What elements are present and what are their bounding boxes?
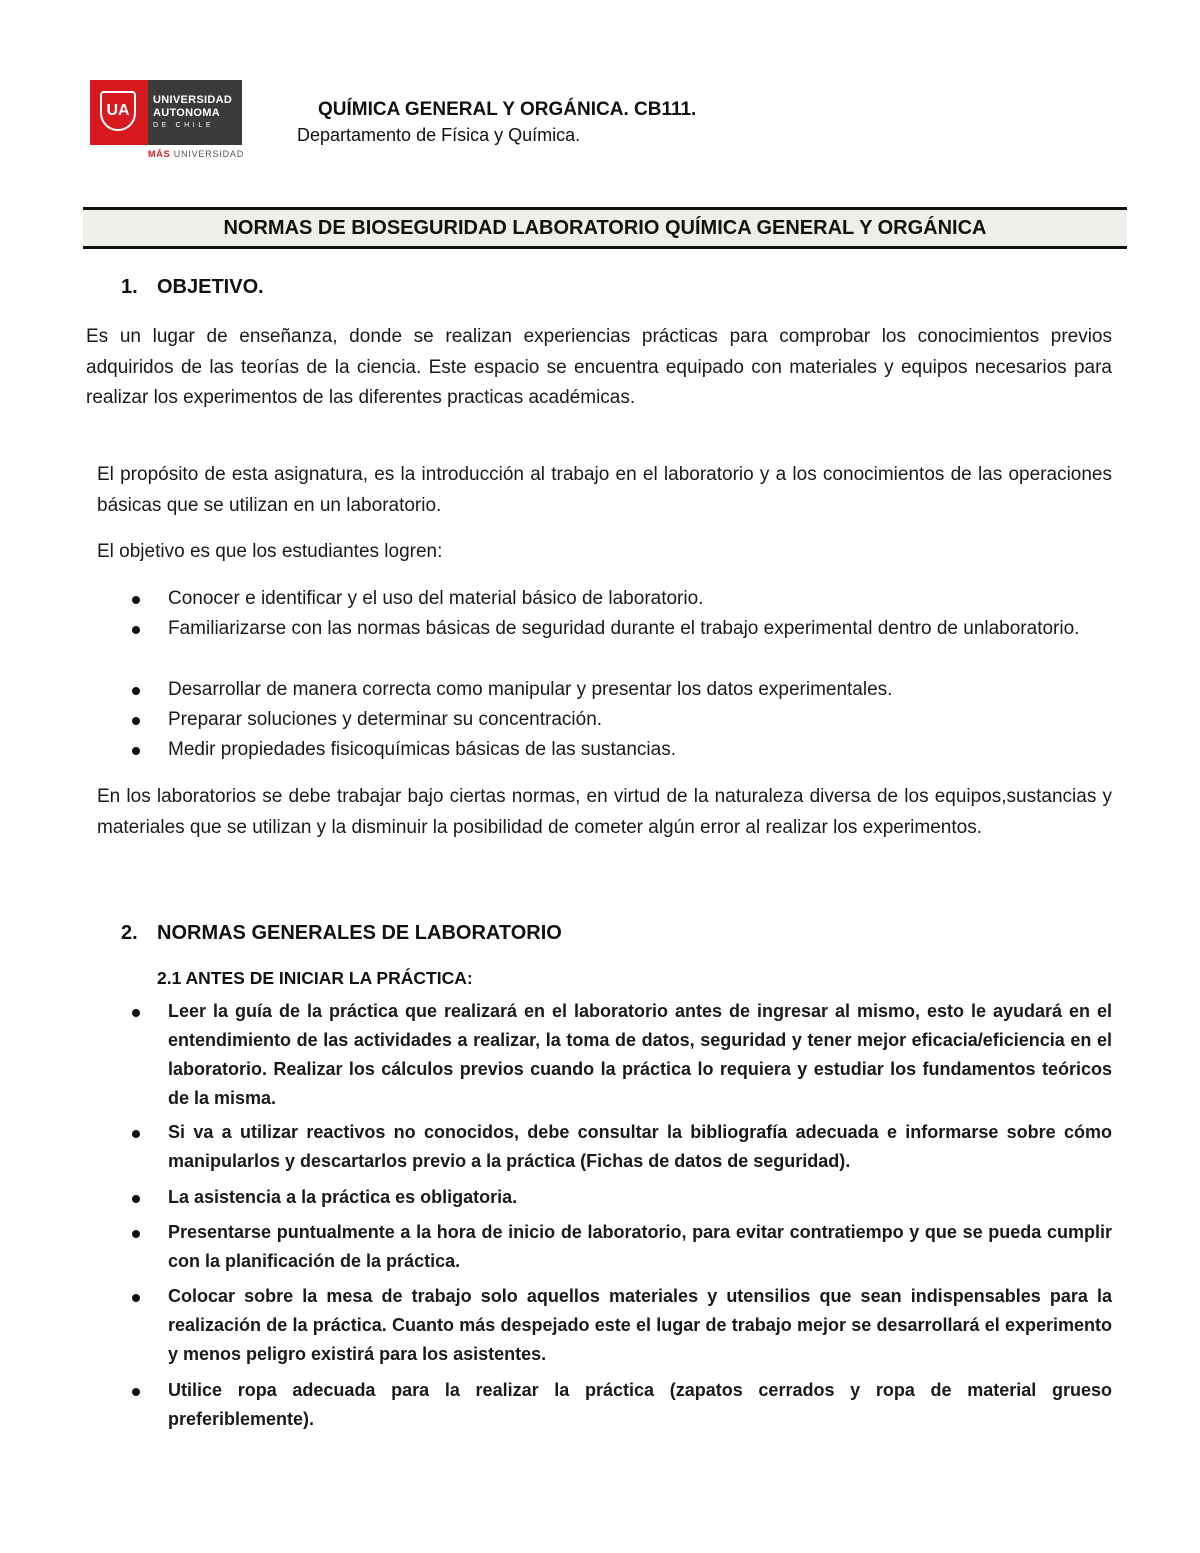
logo-red-block — [90, 80, 148, 145]
objective-paragraph-3: El objetivo es que los estudiantes logren: — [97, 541, 443, 562]
subsection-heading: 2.1 ANTES DE INICIAR LA PRÁCTICA: — [157, 968, 473, 988]
logo-tag-bold: MÁS — [148, 149, 171, 159]
bullet-dot — [132, 717, 140, 725]
bullet-dot — [132, 687, 140, 695]
bullet-dot — [132, 1294, 140, 1302]
norms-list-item: Presentarse puntualmente a la hora de inicio de laboratorio, para evitar contratiempo y que se pueda cumplir con la planificación de la práctica. — [168, 1222, 1112, 1271]
bullet-dot — [132, 747, 140, 755]
norms-list-item: Colocar sobre la mesa de trabajo solo aquellos materiales y utensilios que sean indispensables para la realización de la práctica. Cuanto más despejado este el lugar de trabajo mejor se desarrollará el experimento y menos peligro existirá para los asistentes. — [168, 1286, 1112, 1364]
section-2-heading — [121, 922, 562, 945]
bullet-dot — [132, 1230, 140, 1238]
logo-line-1: UNIVERSIDAD — [153, 94, 233, 106]
logo-line-2: AUTONOMA — [153, 107, 220, 119]
logo-tag-rest: UNIVERSIDAD — [173, 149, 245, 159]
bullet-dot — [132, 1009, 140, 1017]
bullet-dot — [132, 626, 140, 634]
objective-list-item: Medir propiedades fisicoquímicas básicas de las sustancias. — [168, 739, 676, 760]
norms-list-item: Si va a utilizar reactivos no conocidos, debe consultar la bibliografía adecuada e informarse sobre cómo manipularlos y descartarlos previo a la práctica (Fichas de datos de seguridad). — [168, 1122, 1112, 1171]
bullet-dot — [132, 1130, 140, 1138]
objective-list-item: Desarrollar de manera correcta como manipular y presentar los datos experimentales. — [168, 679, 893, 700]
logo-shield-icon: UA — [100, 91, 136, 131]
objective-list-item: Preparar soluciones y determinar su concentración. — [168, 709, 603, 730]
logo-text-block — [148, 80, 242, 145]
section-1-title: OBJETIVO. — [157, 276, 264, 298]
logo-tagline — [148, 149, 244, 159]
section-2-title: NORMAS GENERALES DE LABORATORIO — [157, 922, 562, 944]
bullet-dot — [132, 1388, 140, 1396]
bullet-dot — [132, 1195, 140, 1203]
section-2-number: 2. — [121, 922, 138, 944]
norms-list-item: Leer la guía de la práctica que realizará en el laboratorio antes de ingresar al mismo, esto le ayudará en el entendimiento de las actividades a realizar, la toma de datos, seguridad y tener mejor eficacia/eficiencia en el laboratorio. Realizar los cálculos previos cuando la práctica lo requiera y estudiar los fundamentos teóricos de la misma. — [168, 1001, 1112, 1108]
objective-paragraph-4: En los laboratorios se debe trabajar bajo ciertas normas, en virtud de la naturaleza diversa de los equipos,sustancias y materiales que se utilizan y la disminuir la posibilidad de cometer algún error al realizar los experimentos. — [97, 786, 1112, 838]
objective-paragraph-1: Es un lugar de enseñanza, donde se realizan experiencias prácticas para comprobar los conocimientos previos adquiridos de las teorías de la ciencia. Este espacio se encuentra equipado con materiales y equipos necesarios para realizar los experimentos de las diferentes practicas académicas. — [86, 326, 1112, 408]
course-title: QUÍMICA GENERAL Y ORGÁNICA. CB111. — [318, 99, 697, 120]
section-1-number: 1. — [121, 276, 138, 298]
bullet-dot — [132, 596, 140, 604]
objective-list-item: Familiarizarse con las normas básicas de seguridad durante el trabajo experimental dentro de unlaboratorio. — [168, 618, 1080, 639]
document-title: NORMAS DE BIOSEGURIDAD LABORATORIO QUÍMICA GENERAL Y ORGÁNICA — [83, 207, 1127, 249]
section-1-heading — [121, 276, 264, 299]
norms-list-item: Utilice ropa adecuada para la realizar la práctica (zapatos cerrados y ropa de material grueso preferiblemente). — [168, 1380, 1112, 1429]
department-name: Departamento de Física y Química. — [297, 125, 581, 145]
objective-paragraph-2: El propósito de esta asignatura, es la introducción al trabajo en el laboratorio y a los conocimientos de las operaciones básicas que se utilizan en un laboratorio. — [97, 464, 1112, 516]
university-logo — [90, 80, 245, 162]
objective-list-item: Conocer e identificar y el uso del material básico de laboratorio. — [168, 588, 704, 609]
norms-list-item: La asistencia a la práctica es obligatoria. — [168, 1187, 518, 1207]
logo-line-3: DE CHILE — [153, 122, 215, 129]
